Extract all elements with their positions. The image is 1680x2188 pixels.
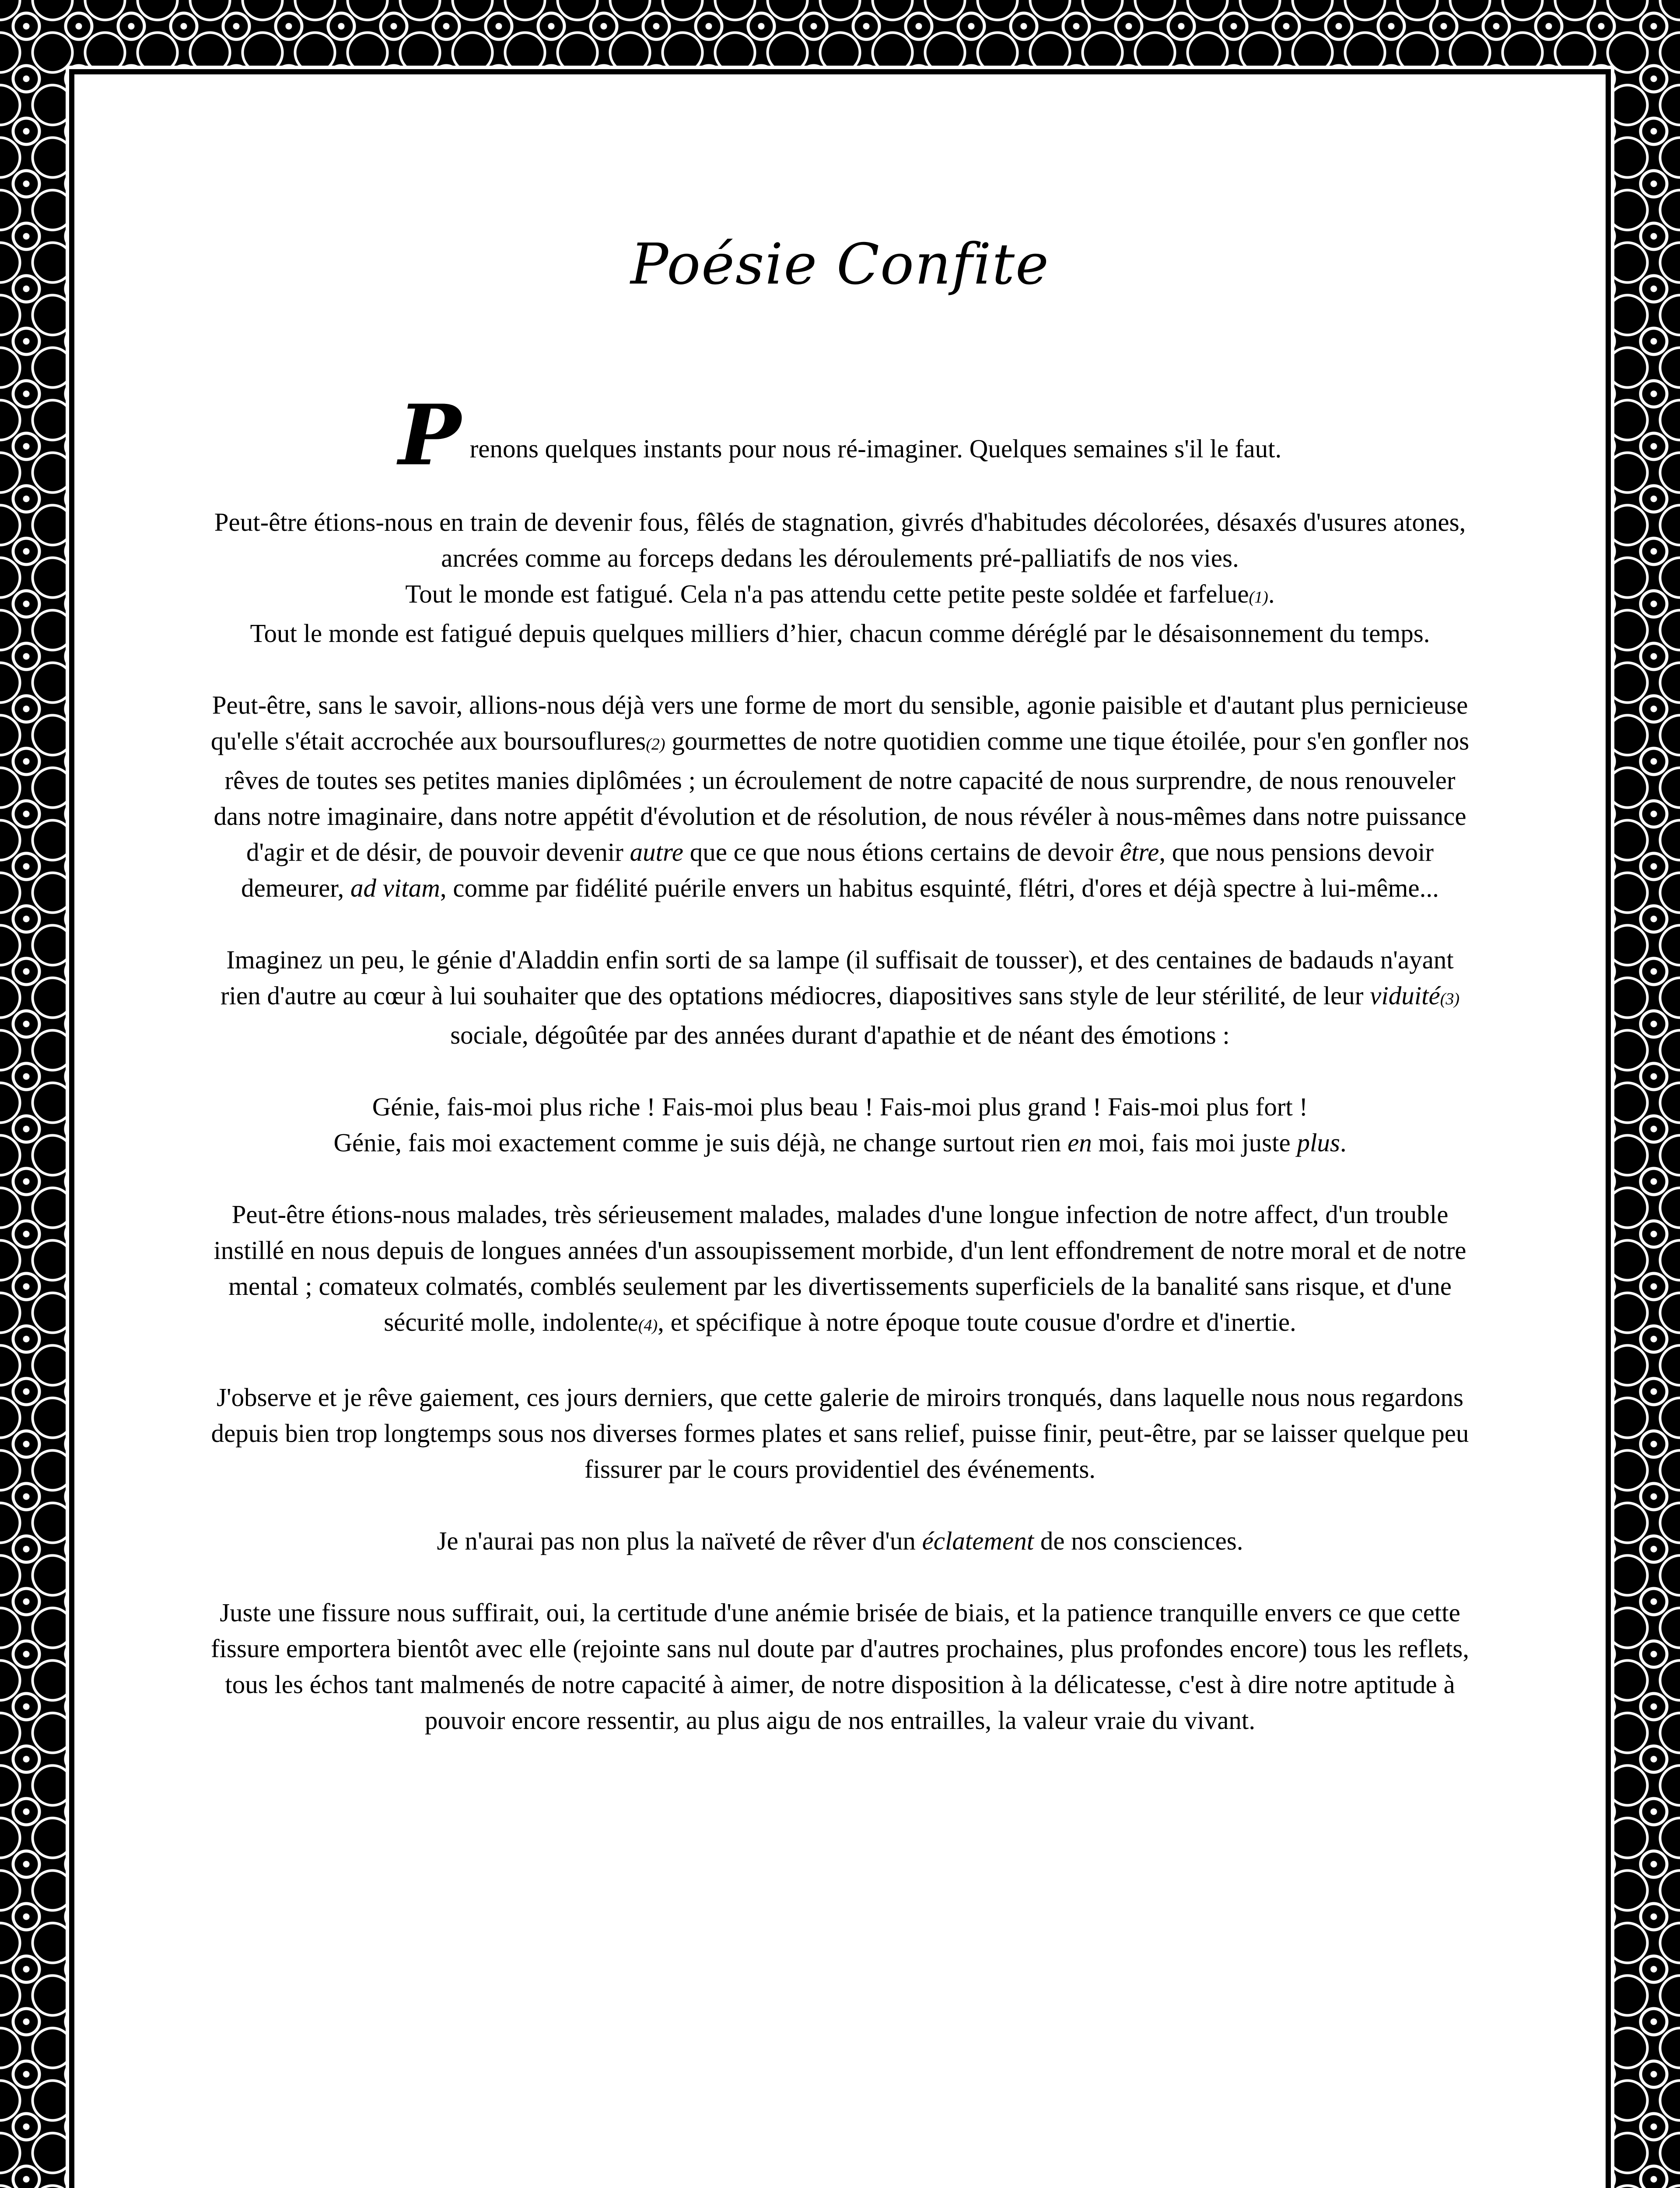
text-run: Peut-être étions-nous malades, très sérieusement malades, malades d'une longue infection de notre affect, d'un trouble instillé en nous depuis de longues années d'un assoupissement morbide, d'un lent effondrement de notre moral et de notre mental ; comateux colmatés, comblés seulement par les divertissements superficiels de la banalité sans risque, et d'une sécurité molle, indolente <box>214 1200 1466 1336</box>
emphasis-text: ad vitam <box>350 873 440 902</box>
text-run: moi, fais moi juste <box>1092 1128 1297 1157</box>
text-run: J'observe et je rêve gaiement, ces jours derniers, que cette galerie de miroirs tronqués, dans laquelle nous nous regardons depuis bien trop longtemps sous nos diverses formes plates et sans relief, puisse finir, peut-être, par se laisser quelque peu fissurer par le cours providentiel des événements. <box>211 1383 1469 1483</box>
text-run: que ce que nous étions certains de devoir <box>683 838 1120 866</box>
text-run: , que nous pensions devoir demeurer, <box>241 838 1434 902</box>
footnote-ref: (2) <box>646 735 665 754</box>
page-title: Poésie Confite <box>630 232 1050 297</box>
article-body <box>206 386 1474 1738</box>
paragraph <box>206 504 1474 651</box>
page-panel <box>74 74 1606 2188</box>
emphasis-text: être <box>1120 838 1159 866</box>
text-run: renons quelques instants pour nous ré-imaginer. Quelques semaines s'il le faut. <box>469 434 1282 463</box>
emphasis-text: autre <box>630 838 683 866</box>
footnote-ref: (4) <box>638 1316 658 1335</box>
text-run: Tout le monde est fatigué depuis quelques milliers d’hier, chacun comme déréglé par le désaisonnement du temps. <box>250 619 1430 648</box>
paragraph <box>206 1379 1474 1487</box>
text-run: Tout le monde est fatigué. Cela n'a pas attendu cette petite peste soldée et farfelue <box>405 579 1249 608</box>
text-run: Peut-être, sans le savoir, allions-nous déjà vers une forme de mort du sensible, agonie paisible et d'autant plus pernicieuse qu'elle s'était accrochée aux boursouflures <box>210 691 1468 755</box>
paragraph <box>206 1196 1474 1343</box>
paragraph <box>206 687 1474 906</box>
text-run: , et spécifique à notre époque toute cousue d'ordre et d'inertie. <box>658 1308 1296 1336</box>
text-run: Je n'aurai pas non plus la naïveté de rêver d'un <box>437 1526 922 1555</box>
emphasis-text: viduité <box>1370 981 1440 1010</box>
paragraph <box>206 1089 1474 1161</box>
text-run: Génie, fais moi exactement comme je suis déjà, ne change surtout rien <box>333 1128 1068 1157</box>
text-run: . <box>1340 1128 1347 1157</box>
emphasis-text: plus <box>1297 1128 1340 1157</box>
text-run: . <box>1268 579 1275 608</box>
footnote-ref: (1) <box>1249 588 1268 607</box>
footnote-ref: (3) <box>1440 990 1460 1008</box>
paragraph <box>206 1523 1474 1559</box>
text-run: sociale, dégoûtée par des années durant d'apathie et de néant des émotions : <box>450 1020 1230 1049</box>
text-run: de nos consciences. <box>1034 1526 1243 1555</box>
emphasis-text: éclatement <box>922 1526 1034 1555</box>
drop-cap: P <box>398 386 461 484</box>
text-run: gourmettes de notre quotidien comme une tique étoilée, pour s'en gonfler nos rêves de toutes ses petites manies diplômées ; un écroulement de notre capacité de nous surprendre, de nous renouveler dans notre imaginaire, dans notre appétit d'évolution et de résolution, de nous révéler à nous-mêmes dans notre puissance d'agir et de désir, de pouvoir devenir <box>214 726 1470 866</box>
emphasis-text: en <box>1068 1128 1092 1157</box>
text-run: Imaginez un peu, le génie d'Aladdin enfin sorti de sa lampe (il suffisait de tousser), et des centaines de badauds n'ayant rien d'autre au cœur à lui souhaiter que des optations médiocres, diapositives sans style de leur stérilité, de leur <box>220 945 1454 1010</box>
paragraph <box>206 1595 1474 1738</box>
text-run: , comme par fidélité puérile envers un habitus esquinté, flétri, d'ores et déjà spectre à lui-même... <box>440 873 1439 902</box>
paragraph <box>206 386 1474 484</box>
paragraph <box>206 942 1474 1053</box>
text-run: Juste une fissure nous suffirait, oui, la certitude d'une anémie brisée de biais, et la patience tranquille envers ce que cette fissure emportera bientôt avec elle (rejointe sans nul doute par d'autres prochaines, plus profondes encore) tous les reflets, tous les échos tant malmenés de notre capacité à aimer, de notre disposition à la délicatesse, c'est à dire notre aptitude à pouvoir encore ressentir, au plus aigu de nos entrailles, la valeur vraie du vivant. <box>210 1598 1470 1735</box>
text-run: Génie, fais-moi plus riche ! Fais-moi plus beau ! Fais-moi plus grand ! Fais-moi plus fort ! <box>372 1092 1308 1121</box>
text-run: Peut-être étions-nous en train de devenir fous, fêlés de stagnation, givrés d'habitudes décolorées, désaxés d'usures atones, ancrées comme au forceps dedans les déroulements pré-palliatifs de nos vies. <box>214 508 1466 572</box>
